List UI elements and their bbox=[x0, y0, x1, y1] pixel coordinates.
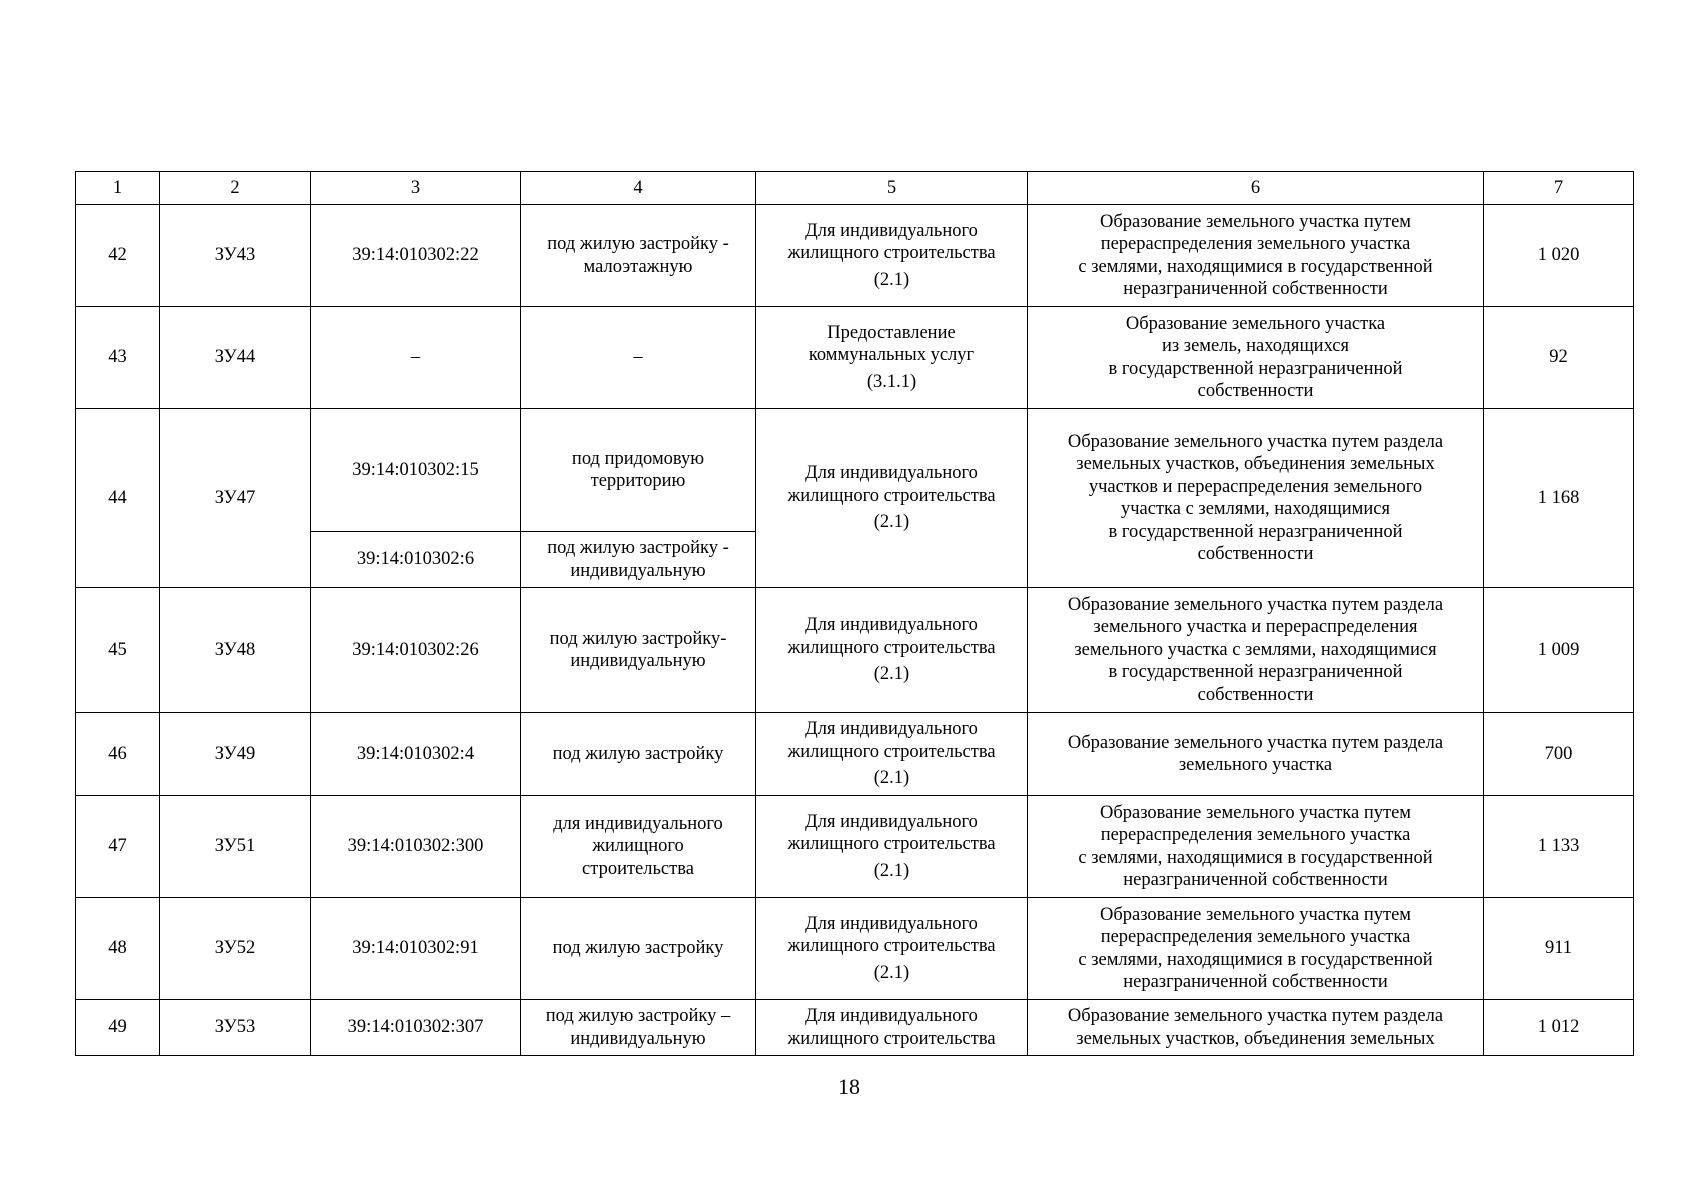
cadastral-number-cell: 39:14:010302:22 bbox=[311, 205, 521, 307]
formation-method-line: собственности bbox=[1197, 544, 1314, 564]
permitted-use-line: Для индивидуального bbox=[805, 913, 978, 934]
permitted-use-cell bbox=[756, 205, 1028, 307]
column-header: 3 bbox=[311, 172, 521, 205]
current-use-line: индивидуальную bbox=[570, 560, 706, 581]
column-header: 6 bbox=[1028, 172, 1484, 205]
current-use-line: территорию bbox=[590, 471, 686, 491]
formation-method-line: Образование земельного участка путем bbox=[1099, 211, 1412, 232]
permitted-use-cell bbox=[756, 898, 1028, 1000]
permitted-use-cell bbox=[756, 588, 1028, 713]
plot-code-cell: ЗУ53 bbox=[160, 1000, 311, 1056]
area-cell: 1 133 bbox=[1484, 796, 1634, 898]
land-plots-table bbox=[75, 171, 1634, 1056]
area-cell: 1 020 bbox=[1484, 205, 1634, 307]
current-use-line: малоэтажную bbox=[583, 256, 693, 277]
table-row bbox=[76, 898, 1634, 1000]
plot-code-cell: ЗУ48 bbox=[160, 588, 311, 713]
area-cell: 1 012 bbox=[1484, 1000, 1634, 1056]
current-use-line: индивидуальную bbox=[570, 651, 706, 671]
formation-method-cell bbox=[1028, 409, 1484, 588]
cadastral-number-cell: 39:14:010302:307 bbox=[311, 1000, 521, 1056]
permitted-use-line: Для индивидуального bbox=[805, 220, 978, 241]
formation-method-line: участков и перераспределения земельного bbox=[1088, 476, 1423, 497]
table-row bbox=[76, 796, 1634, 898]
table-row bbox=[76, 713, 1634, 796]
permitted-use-line: Для индивидуального bbox=[805, 1006, 978, 1026]
current-use-line: под придомовую bbox=[571, 448, 705, 469]
permitted-use-cell bbox=[756, 409, 1028, 588]
permitted-use-line: Предоставление bbox=[827, 322, 956, 343]
plot-code-cell: ЗУ52 bbox=[160, 898, 311, 1000]
cadastral-number-cell: 39:14:010302:4 bbox=[311, 713, 521, 796]
plot-code-cell: ЗУ49 bbox=[160, 713, 311, 796]
formation-method-line: из земель, находящихся bbox=[1161, 336, 1350, 356]
permitted-use-cell bbox=[756, 307, 1028, 409]
row-number-cell: 43 bbox=[76, 307, 160, 409]
permitted-use-line: жилищного строительства bbox=[787, 834, 996, 855]
formation-method-line: земельных участков, объединения земельных bbox=[1076, 1028, 1435, 1049]
current-use-cell bbox=[521, 409, 756, 532]
formation-method-line: Образование земельного участка путем bbox=[1099, 904, 1412, 925]
permitted-use-line: (2.1) bbox=[873, 768, 910, 789]
formation-method-line: участка с землями, находящимися bbox=[1120, 499, 1391, 519]
current-use-line: под жилую застройку – bbox=[545, 1006, 731, 1026]
current-use-line: под жилую застройку - bbox=[547, 538, 729, 558]
permitted-use-line: (3.1.1) bbox=[866, 371, 917, 392]
permitted-use-line: Для индивидуального bbox=[805, 811, 978, 832]
permitted-use-cell bbox=[756, 1000, 1028, 1056]
current-use-line: для индивидуального bbox=[553, 813, 723, 834]
cadastral-number-cell: 39:14:010302:26 bbox=[311, 588, 521, 713]
formation-method-line: Образование земельного участка путем bbox=[1099, 802, 1412, 823]
current-use-cell bbox=[521, 898, 756, 1000]
plot-code-cell: ЗУ43 bbox=[160, 205, 311, 307]
cadastral-number-cell: 39:14:010302:300 bbox=[311, 796, 521, 898]
formation-method-line: земельного участка bbox=[1178, 755, 1333, 775]
permitted-use-cell bbox=[756, 713, 1028, 796]
current-use-cell bbox=[521, 796, 756, 898]
area-cell: 92 bbox=[1484, 307, 1634, 409]
table-row bbox=[76, 205, 1634, 307]
permitted-use-line: (2.1) bbox=[873, 962, 910, 983]
formation-method-line: собственности bbox=[1197, 381, 1314, 401]
formation-method-cell bbox=[1028, 588, 1484, 713]
table-body bbox=[76, 205, 1634, 1056]
current-use-cell bbox=[521, 307, 756, 409]
area-cell: 700 bbox=[1484, 713, 1634, 796]
formation-method-cell bbox=[1028, 1000, 1484, 1056]
formation-method-line: в государственной неразграниченной bbox=[1108, 358, 1403, 379]
formation-method-line: земельного участка и перераспределения bbox=[1093, 617, 1418, 638]
current-use-cell bbox=[521, 713, 756, 796]
table-row bbox=[76, 409, 1634, 532]
current-use-cell bbox=[521, 1000, 756, 1056]
area-cell: 1 009 bbox=[1484, 588, 1634, 713]
permitted-use-line: Для индивидуального bbox=[805, 719, 978, 740]
current-use-cell bbox=[521, 532, 756, 588]
permitted-use-line: жилищного строительства bbox=[787, 637, 996, 658]
permitted-use-line: (2.1) bbox=[873, 664, 910, 685]
table-row bbox=[76, 307, 1634, 409]
permitted-use-line: Для индивидуального bbox=[805, 615, 978, 636]
current-use-cell bbox=[521, 205, 756, 307]
row-number-cell: 44 bbox=[76, 409, 160, 588]
plot-code-cell: ЗУ44 bbox=[160, 307, 311, 409]
cadastral-number-cell: – bbox=[311, 307, 521, 409]
plot-code-cell: ЗУ47 bbox=[160, 409, 311, 588]
formation-method-line: неразграниченной собственности bbox=[1123, 972, 1388, 992]
formation-method-line: с землями, находящимися в государственной bbox=[1078, 256, 1433, 277]
formation-method-cell bbox=[1028, 898, 1484, 1000]
permitted-use-line: жилищного строительства bbox=[787, 485, 996, 506]
current-use-line: индивидуальную bbox=[570, 1028, 706, 1049]
column-header: 1 bbox=[76, 172, 160, 205]
formation-method-line: в государственной неразграниченной bbox=[1108, 662, 1403, 683]
permitted-use-line: жилищного строительства bbox=[787, 243, 996, 264]
current-use-line: жилищного bbox=[592, 836, 684, 857]
page-number: 18 bbox=[838, 1074, 860, 1099]
cadastral-number-cell: 39:14:010302:6 bbox=[311, 532, 521, 588]
permitted-use-line: жилищного строительства bbox=[787, 741, 996, 762]
row-number-cell: 46 bbox=[76, 713, 160, 796]
formation-method-line: Образование земельного участка путем раздела bbox=[1067, 431, 1444, 452]
row-number-cell: 49 bbox=[76, 1000, 160, 1056]
formation-method-line: с землями, находящимися в государственной bbox=[1078, 949, 1433, 970]
formation-method-cell bbox=[1028, 307, 1484, 409]
column-header: 7 bbox=[1484, 172, 1634, 205]
formation-method-line: неразграниченной собственности bbox=[1123, 870, 1388, 890]
table-row bbox=[76, 588, 1634, 713]
permitted-use-line: (2.1) bbox=[873, 860, 910, 881]
formation-method-line: земельных участков, объединения земельных bbox=[1076, 454, 1435, 474]
current-use-line: под жилую застройку bbox=[552, 938, 724, 959]
permitted-use-line: (2.1) bbox=[873, 512, 910, 533]
permitted-use-line: Для индивидуального bbox=[805, 463, 978, 484]
formation-method-line: земельного участка с землями, находящимися bbox=[1074, 639, 1437, 660]
permitted-use-cell bbox=[756, 796, 1028, 898]
formation-method-line: перераспределения земельного участка bbox=[1100, 825, 1411, 845]
current-use-line: под жилую застройку - bbox=[547, 234, 729, 254]
permitted-use-line: коммунальных услуг bbox=[808, 345, 975, 366]
formation-method-line: собственности bbox=[1197, 684, 1314, 705]
row-number-cell: 47 bbox=[76, 796, 160, 898]
permitted-use-line: жилищного строительства bbox=[787, 1028, 996, 1049]
table-header-row bbox=[76, 172, 1634, 205]
current-use-cell bbox=[521, 588, 756, 713]
current-use-line: под жилую застройку bbox=[552, 743, 724, 764]
current-use-line: – bbox=[633, 347, 643, 368]
formation-method-line: Образование земельного участка путем раздела bbox=[1067, 732, 1444, 753]
formation-method-cell bbox=[1028, 796, 1484, 898]
column-header: 4 bbox=[521, 172, 756, 205]
row-number-cell: 42 bbox=[76, 205, 160, 307]
formation-method-line: Образование земельного участка путем раздела bbox=[1067, 1006, 1444, 1026]
formation-method-line: Образование земельного участка путем раздела bbox=[1067, 594, 1444, 615]
formation-method-line: в государственной неразграниченной bbox=[1108, 521, 1403, 542]
formation-method-line: перераспределения земельного участка bbox=[1100, 927, 1411, 947]
row-number-cell: 48 bbox=[76, 898, 160, 1000]
formation-method-cell bbox=[1028, 205, 1484, 307]
formation-method-cell bbox=[1028, 713, 1484, 796]
table-row bbox=[76, 1000, 1634, 1056]
permitted-use-line: жилищного строительства bbox=[787, 936, 996, 957]
column-header: 2 bbox=[160, 172, 311, 205]
cadastral-number-cell: 39:14:010302:15 bbox=[311, 409, 521, 532]
formation-method-line: с землями, находящимися в государственной bbox=[1078, 847, 1433, 868]
current-use-line: строительства bbox=[582, 858, 694, 879]
permitted-use-line: (2.1) bbox=[873, 269, 910, 290]
row-number-cell: 45 bbox=[76, 588, 160, 713]
area-cell: 1 168 bbox=[1484, 409, 1634, 588]
area-cell: 911 bbox=[1484, 898, 1634, 1000]
plot-code-cell: ЗУ51 bbox=[160, 796, 311, 898]
formation-method-line: Образование земельного участка bbox=[1125, 313, 1386, 334]
formation-method-line: перераспределения земельного участка bbox=[1100, 234, 1411, 254]
cadastral-number-cell: 39:14:010302:91 bbox=[311, 898, 521, 1000]
formation-method-line: неразграниченной собственности bbox=[1123, 279, 1388, 299]
column-header: 5 bbox=[756, 172, 1028, 205]
current-use-line: под жилую застройку- bbox=[549, 628, 727, 649]
